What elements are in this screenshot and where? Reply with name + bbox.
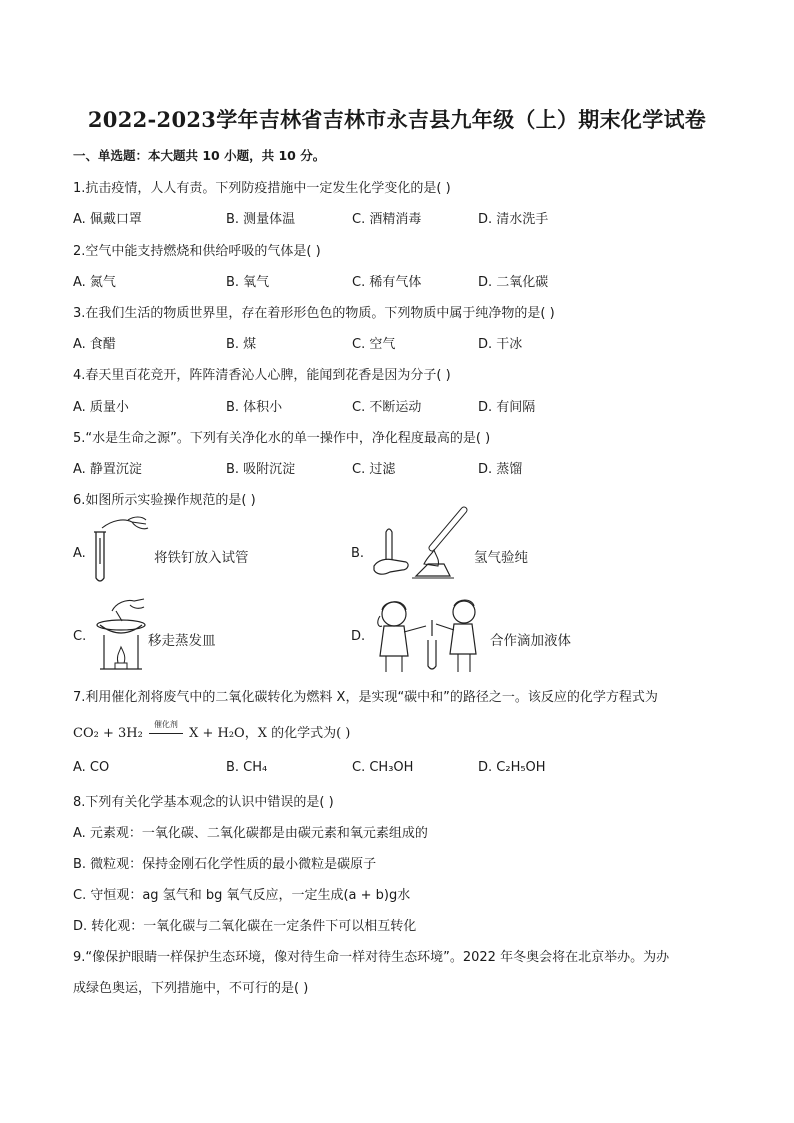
figure-caption-d: 合作滴加液体: [490, 633, 571, 649]
test-tube-nail-figure: [88, 514, 150, 586]
equation-reactants: CO₂ + 3H₂: [73, 726, 143, 741]
option-b: B. 煤: [226, 337, 257, 352]
hydrogen-test-figure: [372, 506, 468, 586]
option-a: A. CO: [73, 760, 110, 775]
option-d: D. C₂H₅OH: [478, 760, 546, 775]
option-b: B. 测量体温: [226, 212, 296, 227]
option-a: A. 质量小: [73, 400, 129, 415]
equation-products: X + H₂O，X 的化学式为( ): [189, 726, 351, 741]
cooperative-dropping-figure: [374, 596, 486, 674]
option-a: A. 佩戴口罩: [73, 212, 142, 227]
evaporating-dish-figure: [94, 597, 150, 671]
question-9-stem-line2: 成绿色奥运，下列措施中，不可行的是( ): [73, 981, 309, 996]
question-8-option-a: A. 元素观：一氧化碳、二氧化碳都是由碳元素和氧元素组成的: [73, 826, 428, 841]
option-c: C. 稀有气体: [352, 275, 422, 290]
page-title: 2022-2023学年吉林省吉林市永吉县九年级（上）期末化学试卷: [87, 107, 707, 132]
option-d: D. 有间隔: [478, 400, 536, 415]
option-c: C. 不断运动: [352, 400, 422, 415]
option-c: C. CH₃OH: [352, 760, 414, 775]
option-d: D. 干冰: [478, 337, 523, 352]
catalyst-label: 催化剂: [153, 719, 178, 729]
figure-caption-a: 将铁钉放入试管: [154, 550, 249, 566]
option-a: A. 氮气: [73, 275, 116, 290]
figure-caption-c: 移走蒸发皿: [148, 633, 216, 649]
option-b: B. 吸附沉淀: [226, 462, 296, 477]
question-7-stem: 7.利用催化剂将废气中的二氧化碳转化为燃料 X，是实现“碳中和”的路径之一。该反应的化学方程式为: [73, 690, 658, 705]
question-8-option-d: D. 转化观：一氧化碳与二氧化碳在一定条件下可以相互转化: [73, 919, 417, 934]
question-1-stem: 1.抗击疫情，人人有责。下列防疫措施中一定发生化学变化的是( ): [73, 181, 451, 196]
option-d: D. 蒸馏: [478, 462, 523, 477]
question-3-stem: 3.在我们生活的物质世界里，存在着形形色色的物质。下列物质中属于纯净物的是( ): [73, 306, 555, 321]
figure-label-a: A.: [73, 546, 86, 561]
question-5-stem: 5.“水是生命之源”。下列有关净化水的单一操作中，净化程度最高的是( ): [73, 431, 491, 446]
question-5-options: [73, 458, 733, 476]
option-a: A. 静置沉淀: [73, 462, 142, 477]
option-d: D. 清水洗手: [478, 212, 549, 227]
option-b: B. CH₄: [226, 760, 268, 775]
question-2-stem: 2.空气中能支持燃烧和供给呼吸的气体是( ): [73, 244, 321, 259]
figure-label-c: C.: [73, 629, 87, 644]
option-b: B. 氧气: [226, 275, 270, 290]
figure-caption-b: 氢气验纯: [474, 550, 528, 566]
chemical-equation: [73, 719, 351, 741]
option-b: B. 体积小: [226, 400, 283, 415]
question-2-options: [73, 271, 733, 289]
question-9-stem-line1: 9.“像保护眼睛一样保护生态环境，像对待生命一样对待生态环境”。2022 年冬奥会将在北京举办。为办: [73, 950, 670, 965]
question-6-stem: 6.如图所示实验操作规范的是( ): [73, 493, 256, 508]
reaction-arrow: [149, 719, 183, 741]
option-c: C. 酒精消毒: [352, 212, 422, 227]
question-8-option-c: C. 守恒观：ag 氢气和 bg 氧气反应，一定生成(a + b)g水: [73, 888, 411, 903]
question-4-stem: 4.春天里百花竞开，阵阵清香沁人心脾，能闻到花香是因为分子( ): [73, 368, 451, 383]
option-a: A. 食醋: [73, 337, 116, 352]
question-8-option-b: B. 微粒观：保持金刚石化学性质的最小微粒是碳原子: [73, 857, 377, 872]
option-c: C. 空气: [352, 337, 396, 352]
question-4-options: [73, 396, 733, 414]
section-heading: 一、单选题：本大题共 10 小题，共 10 分。: [73, 148, 326, 163]
figure-label-b: B.: [351, 546, 365, 561]
question-7-options: [73, 760, 733, 778]
figure-label-d: D.: [351, 629, 366, 644]
question-3-options: [73, 333, 733, 351]
question-8-stem: 8.下列有关化学基本观念的认识中错误的是( ): [73, 795, 334, 810]
question-1-options: [73, 208, 733, 226]
option-c: C. 过滤: [352, 462, 396, 477]
option-d: D. 二氧化碳: [478, 275, 549, 290]
